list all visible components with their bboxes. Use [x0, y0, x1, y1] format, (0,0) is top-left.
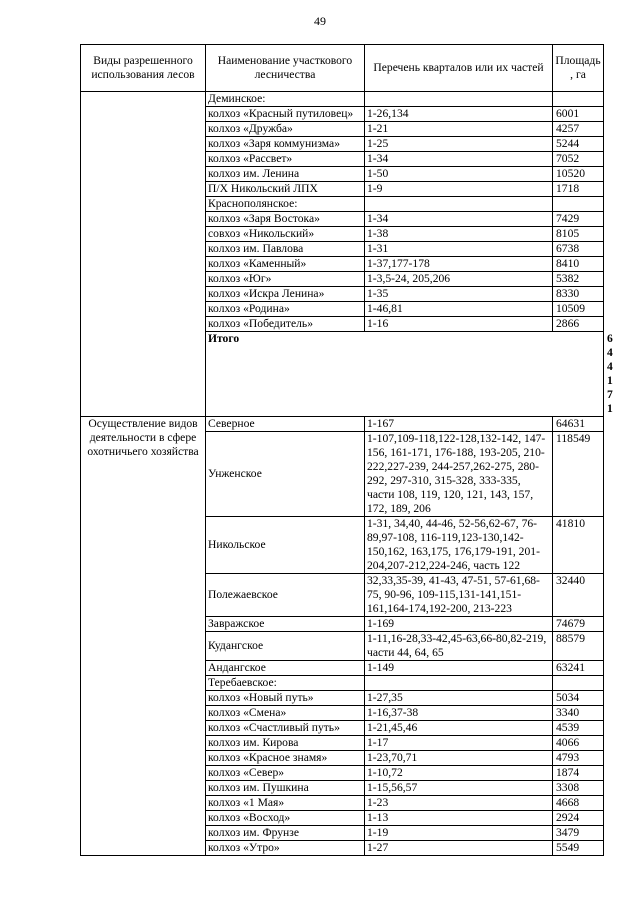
header-quarters: Перечень кварталов или их частей [365, 45, 553, 92]
quarters-cell: 1-16 [365, 317, 553, 332]
forest-use-table [80, 44, 613, 856]
quarters-cell: 1-31 [365, 242, 553, 257]
quarters-cell: 1-16,37-38 [365, 706, 553, 721]
section1-use-type-cell [81, 92, 206, 417]
area-cell: 63241 [553, 661, 604, 676]
quarters-cell: 1-37,177-178 [365, 257, 553, 272]
area-cell: 41810 [553, 517, 604, 574]
area-cell: 4668 [553, 796, 604, 811]
forestry-name-cell: колхоз «Заря Востока» [206, 212, 365, 227]
quarters-cell: 1-10,72 [365, 766, 553, 781]
quarters-cell: 1-11,16-28,33-42,45-63,66-80,82-219, части 44, 64, 65 [365, 632, 553, 661]
quarters-cell: 1-34 [365, 212, 553, 227]
area-cell: 4257 [553, 122, 604, 137]
empty-cell [365, 197, 553, 212]
quarters-cell: 1-46,81 [365, 302, 553, 317]
area-cell: 8105 [553, 227, 604, 242]
table-row [81, 417, 604, 432]
area-cell: 5382 [553, 272, 604, 287]
forestry-name-cell: колхоз «Родина» [206, 302, 365, 317]
area-cell: 118549 [553, 432, 604, 517]
quarters-cell: 1-169 [365, 617, 553, 632]
area-cell: 5244 [553, 137, 604, 152]
page-number: 49 [314, 14, 326, 28]
quarters-cell: 1-13 [365, 811, 553, 826]
quarters-cell: 1-27 [365, 841, 553, 856]
subgroup-title: Теребаевское: [206, 676, 365, 691]
forestry-name-cell: Северное [206, 417, 365, 432]
forestry-name-cell: колхоз им. Пушкина [206, 781, 365, 796]
quarters-cell: 1-25 [365, 137, 553, 152]
quarters-cell: 1-27,35 [365, 691, 553, 706]
empty-cell [553, 676, 604, 691]
forestry-name-cell: колхоз «Счастливый путь» [206, 721, 365, 736]
quarters-cell: 1-35 [365, 287, 553, 302]
area-cell: 8410 [553, 257, 604, 272]
forestry-name-cell: Завражское [206, 617, 365, 632]
area-cell: 6738 [553, 242, 604, 257]
forestry-name-cell: колхоз «Победитель» [206, 317, 365, 332]
forestry-name-cell: колхоз «Заря коммунизма» [206, 137, 365, 152]
forestry-name-cell: П/Х Никольский ЛПХ [206, 182, 365, 197]
forestry-name-cell: Унженское [206, 432, 365, 517]
forestry-name-cell: колхоз «Красный путиловец» [206, 107, 365, 122]
area-cell: 1874 [553, 766, 604, 781]
forestry-name-cell: колхоз «Восход» [206, 811, 365, 826]
table-row [81, 92, 604, 107]
area-cell: 32440 [553, 574, 604, 617]
area-cell: 4066 [553, 736, 604, 751]
area-cell: 5034 [553, 691, 604, 706]
forestry-name-cell: колхоз им. Кирова [206, 736, 365, 751]
quarters-cell: 32,33,35-39, 41-43, 47-51, 57-61,68-75, 90-96, 109-115,131-141,151-161,164-174,192-200, 213-223 [365, 574, 553, 617]
empty-cell [365, 676, 553, 691]
header-area: Площадь, га [553, 45, 604, 92]
area-cell: 7429 [553, 212, 604, 227]
forestry-name-cell: Андангское [206, 661, 365, 676]
quarters-cell: 1-34 [365, 152, 553, 167]
forestry-name-cell: Кудангское [206, 632, 365, 661]
forestry-name-cell: колхоз «Север» [206, 766, 365, 781]
forestry-name-cell: колхоз «Юг» [206, 272, 365, 287]
forestry-name-cell: колхоз «Рассвет» [206, 152, 365, 167]
area-cell: 3340 [553, 706, 604, 721]
area-cell: 74679 [553, 617, 604, 632]
header-use-type: Виды разрешенного использования лесов [81, 45, 206, 92]
area-cell: 1718 [553, 182, 604, 197]
quarters-cell: 1-31, 34,40, 44-46, 52-56,62-67, 76-89,97-108, 116-119,123-130,142-150,162, 163,175, 176,179-191, 201-204,207-212,224-246, часть 122 [365, 517, 553, 574]
area-cell: 4793 [553, 751, 604, 766]
quarters-cell: 1-50 [365, 167, 553, 182]
forestry-name-cell: колхоз «1 Мая» [206, 796, 365, 811]
total-row: Итого 644171 [81, 332, 604, 417]
area-cell: 2866 [553, 317, 604, 332]
forestry-name-cell: колхоз им. Павлова [206, 242, 365, 257]
quarters-cell: 1-21,45,46 [365, 721, 553, 736]
area-cell: 3479 [553, 826, 604, 841]
empty-cell [553, 197, 604, 212]
quarters-cell: 1-149 [365, 661, 553, 676]
forestry-name-cell: колхоз им. Фрунзе [206, 826, 365, 841]
quarters-cell: 1-19 [365, 826, 553, 841]
subgroup-title: Деминское: [206, 92, 365, 107]
area-cell: 7052 [553, 152, 604, 167]
forestry-name-cell: колхоз «Каменный» [206, 257, 365, 272]
quarters-cell: 1-21 [365, 122, 553, 137]
area-cell: 64631 [553, 417, 604, 432]
forestry-name-cell: колхоз «Утро» [206, 841, 365, 856]
area-cell: 8330 [553, 287, 604, 302]
forestry-name-cell: колхоз «Смена» [206, 706, 365, 721]
section2-use-type-cell: Осуществление видов деятельности в сфере охотничьего хозяйства [81, 417, 206, 856]
area-cell: 2924 [553, 811, 604, 826]
forestry-name-cell: колхоз им. Ленина [206, 167, 365, 182]
area-cell: 10520 [553, 167, 604, 182]
forestry-name-cell: колхоз «Искра Ленина» [206, 287, 365, 302]
area-cell: 5549 [553, 841, 604, 856]
area-cell: 6001 [553, 107, 604, 122]
quarters-cell: 1-15,56,57 [365, 781, 553, 796]
quarters-cell: 1-17 [365, 736, 553, 751]
forestry-name-cell: Никольское [206, 517, 365, 574]
quarters-cell: 1-3,5-24, 205,206 [365, 272, 553, 287]
area-cell: 88579 [553, 632, 604, 661]
quarters-cell: 1-167 [365, 417, 553, 432]
quarters-cell: 1-38 [365, 227, 553, 242]
area-cell: 4539 [553, 721, 604, 736]
total-label: Итого [206, 332, 604, 417]
quarters-cell: 1-107,109-118,122-128,132-142, 147-156, 161-171, 176-188, 193-205, 210-222,227-239, 244-257,262-275, 280-292, 297-310, 315-328, 333-335, части 108, 119, 120, 121, 143, 157, 172, 189, 206 [365, 432, 553, 517]
area-cell: 10509 [553, 302, 604, 317]
quarters-cell: 1-9 [365, 182, 553, 197]
subgroup-title: Краснополянское: [206, 197, 365, 212]
quarters-cell: 1-23,70,71 [365, 751, 553, 766]
header-forestry-name: Наименование участкового лесничества [206, 45, 365, 92]
forestry-name-cell: совхоз «Никольский» [206, 227, 365, 242]
area-cell: 3308 [553, 781, 604, 796]
forestry-name-cell: колхоз «Новый путь» [206, 691, 365, 706]
quarters-cell: 1-26,134 [365, 107, 553, 122]
forestry-name-cell: колхоз «Дружба» [206, 122, 365, 137]
forestry-name-cell: колхоз «Красное знамя» [206, 751, 365, 766]
table-header-row [81, 45, 604, 92]
table-body [81, 92, 613, 856]
quarters-cell: 1-23 [365, 796, 553, 811]
forestry-name-cell: Полежаевское [206, 574, 365, 617]
